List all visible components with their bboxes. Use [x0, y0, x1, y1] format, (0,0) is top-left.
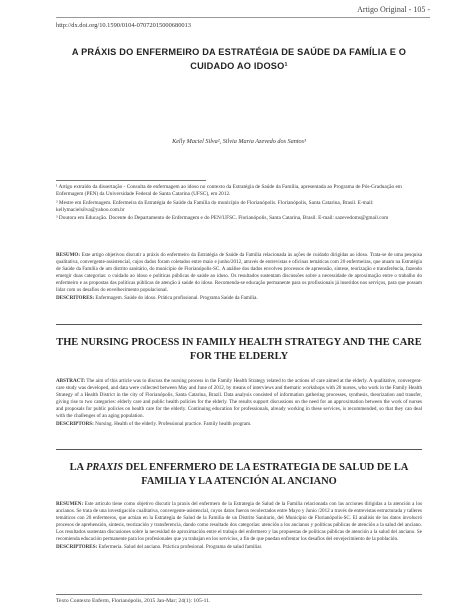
article-title-en: THE NURSING PROCESS IN FAMILY HEALTH STRATEGY AND THE CARE FOR THE ELDERLY [56, 337, 422, 362]
header-divider [56, 17, 430, 18]
section-label: Artigo Original - 105 - [357, 5, 430, 14]
descriptors-es-text: Enfermería. Salud del anciano. Práctica profesional. Programa de salud familiar. [98, 543, 263, 550]
title-es-part1: LA [69, 462, 87, 473]
article-title-es [56, 461, 422, 489]
abstract-es-body [56, 501, 422, 544]
doi-link[interactable]: http://dx.doi.org/10.1590/0104-07072015000680013 [56, 22, 191, 29]
descriptors-es [56, 544, 422, 551]
abstract-pt [56, 252, 422, 302]
footnote-2: ² Mestre em Enfermagem. Enfermeira da Estratégia de Saúde da Família do município de Florianópolis. Florianópolis, Santa Catarina, Brasil. E-mail: kellymacielsilva@yahoo.com.br [56, 199, 374, 214]
descriptors-en-label: DESCRIPTORS: [56, 420, 94, 427]
descriptors-en-text: Nursing. Health of the elderly. Professional practice. Family health program. [95, 420, 252, 427]
title-es-part2: DEL ENFERMERO DE LA ESTRATEGIA DE SALUD DE LA FAMILIA Y LA ATENCIÓN AL ANCIANO [123, 462, 409, 487]
abstract-es-text: Este artículo tiene como objetivo discutir la praxis del enfermero de la Estrategia de Salud de la Familia relacionada con las acciones dirigidas a la atención a los ancianos. Se trata de una investigación cualitativa, convergente-asistencial, cuyos datos fueron recolectados entre Mayo y Junio /2012 a través de entrevistas estructurada y talleres temáticos con 20 enfermeros, que actúan en la Estrategia de Salud de la Familia de un Distrito Sanitario, del Municipio de Florianópolis-SC. El análisis de los datos involucró procesos de aprehensión, síntesis, teorización y transferencia, dando como resultado dos categorías: atención a los ancianos y políticas públicas de atención a la salud del anciano. Los resultados sustentan discusiones sobre la necesidad de aproximación entre el trabajo del enfermero y las propuestas de políticas públicas de atención a la salud del anciano. Se recomienda educación permanente para los profesionales que ya trabajan en los servicios, a fin de que puedan enfrentar los desafíos del envejecimiento de la población. [56, 501, 422, 543]
abstract-pt-body [56, 252, 422, 295]
footnote-divider [56, 180, 206, 181]
abstract-es [56, 501, 422, 551]
title-es-praxis: PRAXIS [86, 462, 124, 473]
descriptors-pt-text: Enfermagem. Saúde do idoso. Prática profissional. Programa Saúde da Família. [95, 294, 258, 301]
abstract-es-label: RESUMEN: [56, 501, 84, 507]
authors: Kelly Maciel Silva², Silvia Maria Azevedo dos Santos³ [172, 138, 306, 145]
section-divider [56, 324, 422, 325]
abstract-pt-label: RESUMO: [56, 252, 81, 258]
footer-divider [56, 594, 422, 595]
footnotes [56, 184, 422, 223]
descriptors-pt-label: DESCRITORES: [56, 294, 95, 301]
abstract-en-label: ABSTRACT: [56, 378, 86, 384]
abstract-pt-text: Este artigo objetivou discutir a práxis do enfermeiro da Estratégia de Saúde da Família relacionada às ações de cuidado dirigidas ao idoso. Trata-se de uma pesquisa qualitativa, convergente-assistencial, cujos dados foram coletados entre maio e junho/2012, através de entrevistas e oficinas temáticas com 20 enfermeiras, que atuam na Estratégia de Saúde da Família de um distrito sanitário, do município de Florianópolis-SC. A análise dos dados envolveu processos de apreensão, síntese, teorização e transferência, fazendo emergir duas categorias: o cuidado ao idoso e políticas públicas de saúde ao idoso. Os resultados sustentam discussões sobre a necessidade de aproximação entre o trabalho do enfermeiro e as propostas das políticas públicas de atenção à saúde do idoso. Recomenda-se educação permanente para os profissionais já inseridos nos serviços, para que possam lidar com os desafios do envelhecimento populacional. [56, 252, 422, 294]
section-divider [56, 449, 422, 450]
footnote-1: ¹ Artigo extraído da dissertação - Consulta de enfermagem ao idoso no contexto da Estratégia de Saúde da Família, apresentada ao Programa de Pós-Graduação em Enfermagem (PEN) da Universidade Federal de Santa Catarina (UFSC), em 2012. [56, 184, 402, 198]
abstract-en-text: The aim of this article was to discuss the nursing process in the Family Health Strategy related to the actions of care aimed at the elderly. A qualitative, convergent-care study was developed, and data were collected between May and June of 2012, by means of interviews and thematic workshops with 20 nurses, who work in the Family Health Strategy of a Health District in the city of Florianópolis, Santa Catarina, Brazil. Data analysis consisted of information gathering processes, synthesis, theorization and transfer, giving rise to two categories: elderly care and public health policies for the elderly. The results support discussions on the need for an approximation between the work of nurses and proposals for public policies on health care for the elderly. Continuing education for professionals, already working in these services, is recommended, so that they can deal with the challenges of an aging population. [56, 378, 422, 420]
footnote-3: ³ Doutora em Educação. Docente do Departamento de Enfermagem e do PEN/UFSC. Florianópolis, Santa Catarina, Brasil. E-mail: sazevedoms@gmail.com [56, 215, 389, 222]
descriptors-es-label: DESCRIPTORES: [56, 543, 98, 550]
abstract-en-body [56, 378, 422, 421]
article-title-pt: A PRÁXIS DO ENFERMEIRO DA ESTRATÉGIA DE SAÚDE DA FAMÍLIA E O CUIDADO AO IDOSO¹ [71, 47, 407, 71]
descriptors-en [56, 421, 422, 428]
descriptors-pt [56, 295, 422, 302]
abstract-en [56, 378, 422, 428]
page-footer: Texto Contexto Enferm, Florianópolis, 2015 Jan-Mar; 24(1): 105-11. [56, 598, 211, 604]
